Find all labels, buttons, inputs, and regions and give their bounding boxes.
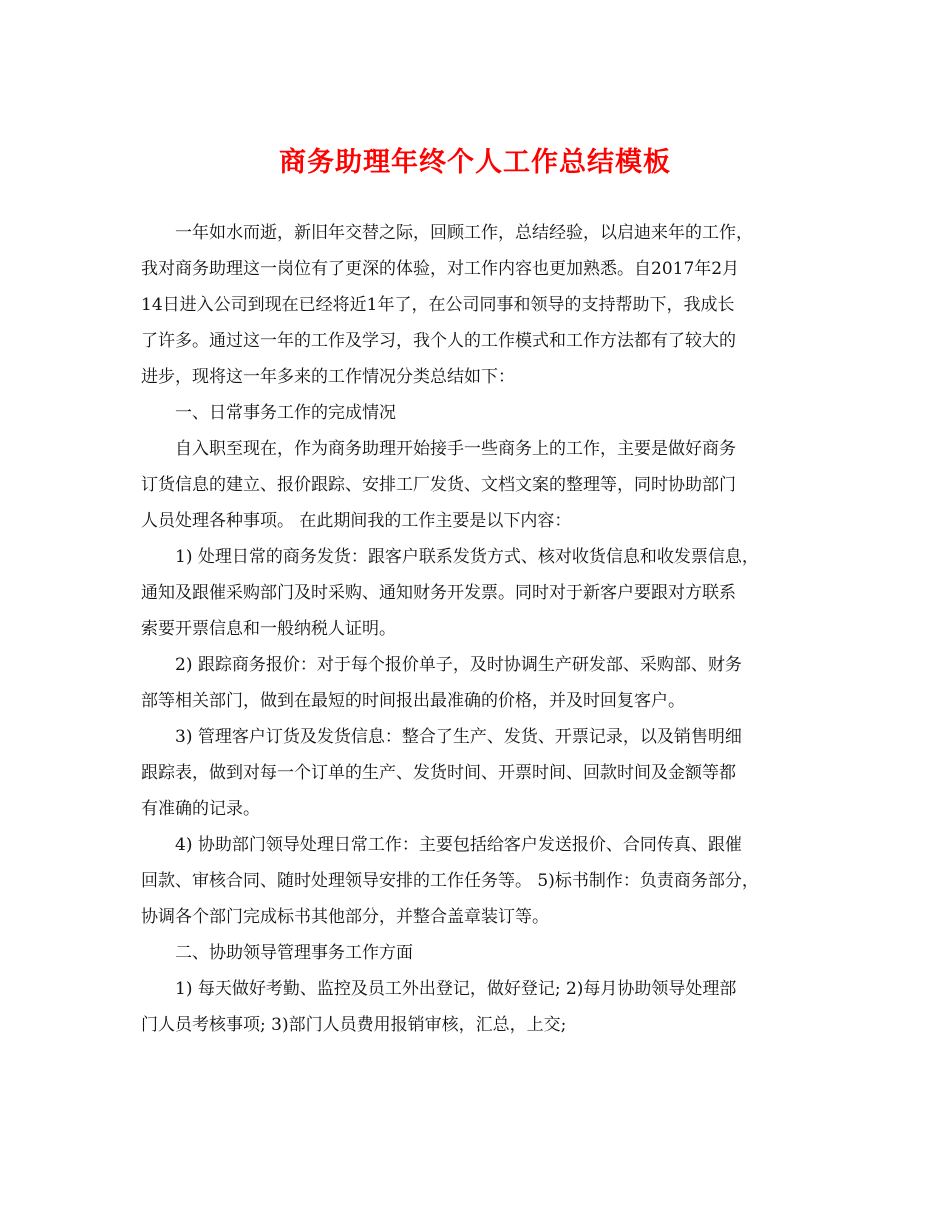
list-item-line: 回款、审核合同、随时处理领导安排的工作任务等。 5)标书制作：负责商务部分， [141, 871, 759, 891]
list-item-line: 有准确的记录。 [141, 799, 260, 819]
list-item-line: 部等相关部门，做到在最短的时间报出最准确的价格，并及时回复客户。 [141, 691, 685, 711]
list-item-line: 索要开票信息和一般纳税人证明。 [141, 619, 396, 639]
paragraph-line: 订货信息的建立、报价跟踪、安排工厂发货、文档文案的整理等，同时协助部门 [141, 475, 736, 495]
paragraph-line: 人员处理各种事项。 在此期间我的工作主要是以下内容： [141, 511, 572, 531]
section-heading: 一、日常事务工作的完成情况 [175, 403, 396, 423]
list-item-line: 1) 处理日常的商务发货：跟客户联系发货方式、核对收货信息和收发票信息， [175, 547, 759, 567]
list-item-line: 门人员考核事项; 3)部门人员费用报销审核，汇总，上交; [141, 1015, 567, 1035]
list-item-line: 通知及跟催采购部门及时采购、通知财务开发票。同时对于新客户要跟对方联系 [141, 583, 736, 603]
paragraph-line: 了许多。通过这一年的工作及学习，我个人的工作模式和工作方法都有了较大的 [141, 331, 736, 351]
document-body [141, 215, 811, 1043]
paragraph-line: 14日进入公司到现在已经将近1年了，在公司同事和领导的支持帮助下，我成长 [141, 295, 735, 315]
list-item-line: 跟踪表，做到对每一个订单的生产、发货时间、开票时间、回款时间及金额等都 [141, 763, 736, 783]
list-item-line: 4) 协助部门领导处理日常工作：主要包括给客户发送报价、合同传真、跟催 [175, 835, 742, 855]
paragraph-line: 一年如水而逝，新旧年交替之际，回顾工作，总结经验，以启迪来年的工作， [175, 223, 753, 243]
paragraph-line: 进步，现将这一年多来的工作情况分类总结如下： [141, 367, 515, 387]
section-heading: 二、协助领导管理事务工作方面 [175, 943, 413, 963]
list-item-line: 2) 跟踪商务报价：对于每个报价单子，及时协调生产研发部、采购部、财务 [175, 655, 742, 675]
paragraph-line: 自入职至现在，作为商务助理开始接手一些商务上的工作，主要是做好商务 [175, 439, 736, 459]
paragraph-line: 我对商务助理这一岗位有了更深的体验，对工作内容也更加熟悉。自2017年2月 [141, 259, 740, 279]
list-item-line: 1) 每天做好考勤、监控及员工外出登记，做好登记; 2)每月协助领导处理部 [175, 979, 737, 999]
list-item-line: 协调各个部门完成标书其他部分，并整合盖章装订等。 [141, 907, 549, 927]
list-item-line: 3) 管理客户订货及发货信息：整合了生产、发货、开票记录，以及销售明细 [175, 727, 742, 747]
document-title: 商务助理年终个人工作总结模板 [279, 147, 671, 178]
